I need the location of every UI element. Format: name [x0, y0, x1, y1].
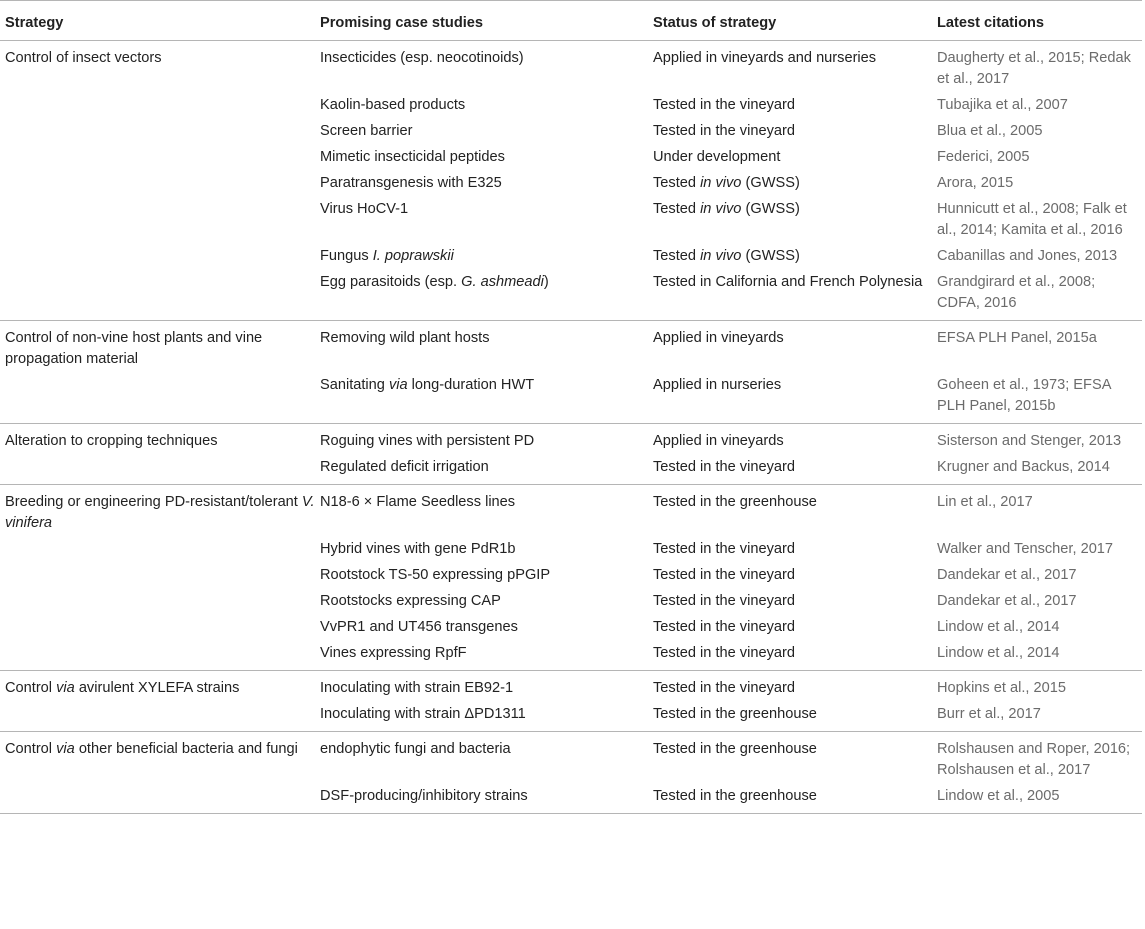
header-citations: Latest citations	[937, 1, 1142, 41]
status-cell	[653, 90, 937, 116]
text-segment: Tested in the vineyard	[653, 541, 795, 557]
status-cell	[653, 41, 937, 91]
case-study-cell	[320, 586, 653, 612]
status-cell	[653, 116, 937, 142]
strategy-cell	[0, 560, 320, 586]
citation-cell: Lindow et al., 2005	[937, 781, 1142, 814]
case-study-cell	[320, 41, 653, 91]
case-study-cell	[320, 560, 653, 586]
citation-cell: Dandekar et al., 2017	[937, 567, 1077, 583]
italic-text: in vivo	[700, 175, 742, 191]
strategy-cell	[0, 142, 320, 168]
text-segment: Virus HoCV-1	[320, 201, 409, 217]
text-segment: Under development	[653, 149, 781, 165]
citation-cell: Krugner and Backus, 2014	[937, 452, 1142, 485]
text-segment: Inoculating with strain ΔPD1311	[320, 706, 526, 722]
italic-text: G. ashmeadi	[461, 274, 544, 290]
strategy-cell	[0, 90, 320, 116]
table-body	[0, 41, 1142, 814]
text-segment: Control	[5, 680, 57, 696]
table-row	[0, 612, 1142, 638]
table-row	[0, 699, 1142, 732]
header-status: Status of strategy	[653, 1, 937, 41]
case-study-cell	[320, 370, 653, 424]
case-study-cell	[320, 781, 653, 814]
status-cell	[653, 732, 937, 782]
table-row	[0, 241, 1142, 267]
case-study-cell	[320, 732, 653, 782]
text-segment: Removing wild plant hosts	[320, 330, 490, 346]
citation-cell: Federici, 2005	[937, 149, 1030, 165]
case-study-cell	[320, 671, 653, 700]
strategy-cell	[0, 452, 320, 485]
text-segment: Tested	[653, 175, 701, 191]
citation-cell: Tubajika et al., 2007	[937, 97, 1068, 113]
text-segment: Applied in vineyards	[653, 433, 784, 449]
text-segment: Control of non-vine host plants and vine propagation material	[5, 330, 263, 367]
status-cell	[653, 142, 937, 168]
strategy-cell	[0, 485, 320, 535]
citation-cell: Lin et al., 2017	[937, 494, 1033, 510]
strategy-cell	[0, 534, 320, 560]
strategy-cell	[0, 168, 320, 194]
italic-text: V. vinifera	[5, 494, 315, 531]
text-segment: Tested in the greenhouse	[653, 494, 817, 510]
text-segment: Rootstocks expressing CAP	[320, 593, 501, 609]
text-segment: (GWSS)	[741, 175, 800, 191]
strategy-cell	[0, 671, 320, 700]
text-segment: Control	[5, 741, 57, 757]
text-segment: Screen barrier	[320, 123, 413, 139]
case-study-cell	[320, 241, 653, 267]
text-segment: Regulated deficit irrigation	[320, 459, 489, 475]
text-segment: Tested in the vineyard	[653, 645, 795, 661]
text-segment: (GWSS)	[741, 201, 800, 217]
text-segment: Tested in the greenhouse	[653, 706, 817, 722]
status-cell	[653, 452, 937, 485]
text-segment: Roguing vines with persistent PD	[320, 433, 535, 449]
text-segment: Rootstock TS-50 expressing pPGIP	[320, 567, 551, 583]
case-study-cell	[320, 142, 653, 168]
text-segment: Insecticides (esp. neocotinoids)	[320, 50, 524, 66]
strategy-cell	[0, 612, 320, 638]
table-row	[0, 424, 1142, 453]
table-row	[0, 534, 1142, 560]
citation-cell: Sisterson and Stenger, 2013	[937, 433, 1122, 449]
citation-cell: Daugherty et al., 2015; Redak et al., 2017	[937, 50, 1131, 87]
strategy-cell	[0, 194, 320, 241]
status-cell	[653, 560, 937, 586]
text-segment: Tested in the vineyard	[653, 97, 795, 113]
text-segment: (GWSS)	[741, 248, 800, 264]
status-cell	[653, 534, 937, 560]
case-study-cell	[320, 699, 653, 732]
header-case-studies: Promising case studies	[320, 1, 653, 41]
text-segment: Inoculating with strain EB92-1	[320, 680, 514, 696]
citation-cell: Grandgirard et al., 2008; CDFA, 2016	[937, 267, 1142, 321]
table-row	[0, 321, 1142, 371]
table-row	[0, 560, 1142, 586]
strategy-cell	[0, 699, 320, 732]
italic-text: I. poprawskii	[372, 248, 454, 264]
text-segment: Applied in vineyards	[653, 330, 784, 346]
text-segment: Tested in the vineyard	[653, 567, 795, 583]
text-segment: )	[543, 274, 549, 290]
citation-cell: Hopkins et al., 2015	[937, 680, 1066, 696]
case-study-cell	[320, 638, 653, 671]
status-cell	[653, 612, 937, 638]
strategy-cell	[0, 267, 320, 321]
table-row	[0, 168, 1142, 194]
strategy-cell	[0, 586, 320, 612]
header-strategy: Strategy	[0, 1, 320, 41]
table-row	[0, 671, 1142, 700]
citation-cell: Cabanillas and Jones, 2013	[937, 248, 1118, 264]
status-cell	[653, 241, 937, 267]
text-segment: Tested in the vineyard	[653, 680, 795, 696]
text-segment: Control of insect vectors	[5, 50, 162, 66]
strategy-cell	[0, 638, 320, 671]
citation-cell: Arora, 2015	[937, 175, 1014, 191]
strategy-cell	[0, 781, 320, 814]
text-segment: Fungus	[320, 248, 373, 264]
italic-text: in vivo	[700, 201, 742, 217]
text-segment: VvPR1 and UT456 transgenes	[320, 619, 518, 635]
text-segment: Vines expressing RpfF	[320, 645, 467, 661]
status-cell	[653, 168, 937, 194]
status-cell	[653, 586, 937, 612]
citation-cell: EFSA PLH Panel, 2015a	[937, 330, 1097, 346]
text-segment: Hybrid vines with gene PdR1b	[320, 541, 516, 557]
strategy-cell	[0, 116, 320, 142]
text-segment: Tested in California and French Polynesia	[653, 274, 923, 290]
text-segment: N18-6 × Flame Seedless lines	[320, 494, 516, 510]
case-study-cell	[320, 485, 653, 535]
case-study-cell	[320, 267, 653, 321]
italic-text: via	[388, 377, 408, 393]
case-study-cell	[320, 321, 653, 371]
text-segment: DSF-producing/inhibitory strains	[320, 788, 528, 804]
text-segment: Tested in the vineyard	[653, 593, 795, 609]
text-segment: Egg parasitoids (esp.	[320, 274, 462, 290]
status-cell	[653, 671, 937, 700]
citation-cell: Rolshausen and Roper, 2016; Rolshausen et al., 2017	[937, 741, 1131, 778]
table-row	[0, 142, 1142, 168]
table-row	[0, 41, 1142, 91]
text-segment: Tested in the vineyard	[653, 619, 795, 635]
strategy-cell	[0, 370, 320, 424]
text-segment: Breeding or engineering PD-resistant/tolerant	[5, 494, 302, 510]
header-row	[0, 1, 1142, 41]
citation-cell: Blua et al., 2005	[937, 123, 1043, 139]
case-study-cell	[320, 452, 653, 485]
strategy-cell	[0, 732, 320, 782]
text-segment: other beneficial bacteria and fungi	[74, 741, 298, 757]
case-study-cell	[320, 90, 653, 116]
table-row	[0, 732, 1142, 782]
text-segment: Applied in vineyards and nurseries	[653, 50, 877, 66]
italic-text: via	[56, 680, 75, 696]
citation-cell: Lindow et al., 2014	[937, 619, 1060, 635]
citation-cell: Burr et al., 2017	[937, 699, 1142, 732]
table-row	[0, 638, 1142, 671]
text-segment: Tested	[653, 248, 701, 264]
table-row	[0, 485, 1142, 535]
status-cell	[653, 699, 937, 732]
citation-cell: Hunnicutt et al., 2008; Falk et al., 2014; Kamita et al., 2016	[937, 201, 1127, 238]
strategy-cell	[0, 241, 320, 267]
case-study-cell	[320, 168, 653, 194]
text-segment: long-duration HWT	[407, 377, 535, 393]
status-cell	[653, 267, 937, 321]
table-row	[0, 370, 1142, 424]
text-segment: Tested in the greenhouse	[653, 788, 817, 804]
table-row	[0, 781, 1142, 814]
status-cell	[653, 424, 937, 453]
text-segment: Tested in the vineyard	[653, 459, 795, 475]
text-segment: Tested	[653, 201, 701, 217]
table-row	[0, 116, 1142, 142]
status-cell	[653, 638, 937, 671]
status-cell	[653, 321, 937, 371]
table-row	[0, 452, 1142, 485]
text-segment: Tested in the greenhouse	[653, 741, 817, 757]
text-segment: Sanitating	[320, 377, 389, 393]
text-segment: Paratransgenesis with E325	[320, 175, 502, 191]
status-cell	[653, 485, 937, 535]
table-row	[0, 586, 1142, 612]
status-cell	[653, 370, 937, 424]
text-segment: avirulent XYLEFA strains	[74, 680, 240, 696]
italic-text: in vivo	[700, 248, 742, 264]
text-segment: Mimetic insecticidal peptides	[320, 149, 505, 165]
text-segment: Tested in the vineyard	[653, 123, 795, 139]
table-row	[0, 194, 1142, 241]
text-segment: Applied in nurseries	[653, 377, 782, 393]
citation-cell: Lindow et al., 2014	[937, 638, 1142, 671]
citation-cell: Walker and Tenscher, 2017	[937, 541, 1114, 557]
case-study-cell	[320, 424, 653, 453]
citation-cell: Goheen et al., 1973; EFSA PLH Panel, 2015b	[937, 370, 1142, 424]
strategy-cell	[0, 321, 320, 371]
case-study-cell	[320, 534, 653, 560]
case-study-cell	[320, 612, 653, 638]
table-row	[0, 90, 1142, 116]
citation-cell: Dandekar et al., 2017	[937, 593, 1077, 609]
status-cell	[653, 194, 937, 241]
italic-text: via	[56, 741, 75, 757]
text-segment: Kaolin-based products	[320, 97, 466, 113]
text-segment: Alteration to cropping techniques	[5, 433, 218, 449]
case-study-cell	[320, 194, 653, 241]
case-study-cell	[320, 116, 653, 142]
status-cell	[653, 781, 937, 814]
text-segment: endophytic fungi and bacteria	[320, 741, 511, 757]
table-row	[0, 267, 1142, 321]
strategy-cell	[0, 41, 320, 91]
strategy-cell	[0, 424, 320, 453]
